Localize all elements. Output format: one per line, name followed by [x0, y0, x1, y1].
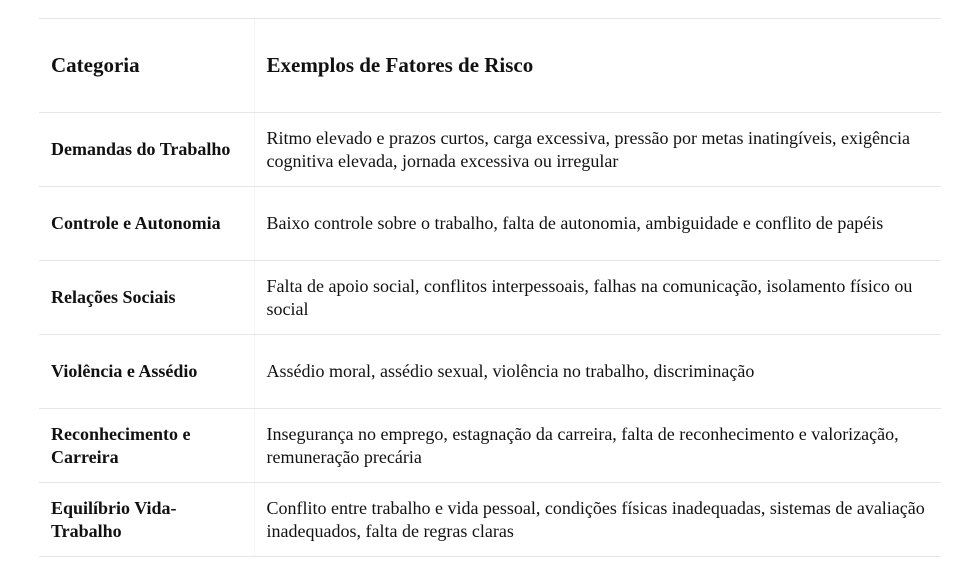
table-row	[39, 409, 941, 483]
row-examples: Assédio moral, assédio sexual, violência no trabalho, discriminação	[254, 335, 941, 409]
row-examples: Conflito entre trabalho e vida pessoal, condições físicas inadequadas, sistemas de avaliação inadequados, falta de regras claras	[254, 483, 941, 557]
table-row	[39, 335, 941, 409]
row-examples: Ritmo elevado e prazos curtos, carga excessiva, pressão por metas inatingíveis, exigência cognitiva elevada, jornada excessiva ou irregular	[254, 113, 941, 187]
row-examples: Insegurança no emprego, estagnação da carreira, falta de reconhecimento e valorização, remuneração precária	[254, 409, 941, 483]
table-row	[39, 261, 941, 335]
table-header	[39, 19, 941, 113]
row-examples: Falta de apoio social, conflitos interpessoais, falhas na comunicação, isolamento físico ou social	[254, 261, 941, 335]
row-category: Equilíbrio Vida-Trabalho	[39, 483, 254, 557]
row-examples: Baixo controle sobre o trabalho, falta de autonomia, ambiguidade e conflito de papéis	[254, 187, 941, 261]
table-body	[39, 113, 941, 557]
row-category: Controle e Autonomia	[39, 187, 254, 261]
table-row	[39, 187, 941, 261]
header-examples: Exemplos de Fatores de Risco	[254, 19, 941, 113]
header-category: Categoria	[39, 19, 254, 113]
row-category: Violência e Assédio	[39, 335, 254, 409]
row-category: Demandas do Trabalho	[39, 113, 254, 187]
table-row	[39, 483, 941, 557]
table-row	[39, 113, 941, 187]
risk-factors-table	[39, 18, 941, 557]
header-row	[39, 19, 941, 113]
row-category: Reconhecimento e Carreira	[39, 409, 254, 483]
row-category: Relações Sociais	[39, 261, 254, 335]
